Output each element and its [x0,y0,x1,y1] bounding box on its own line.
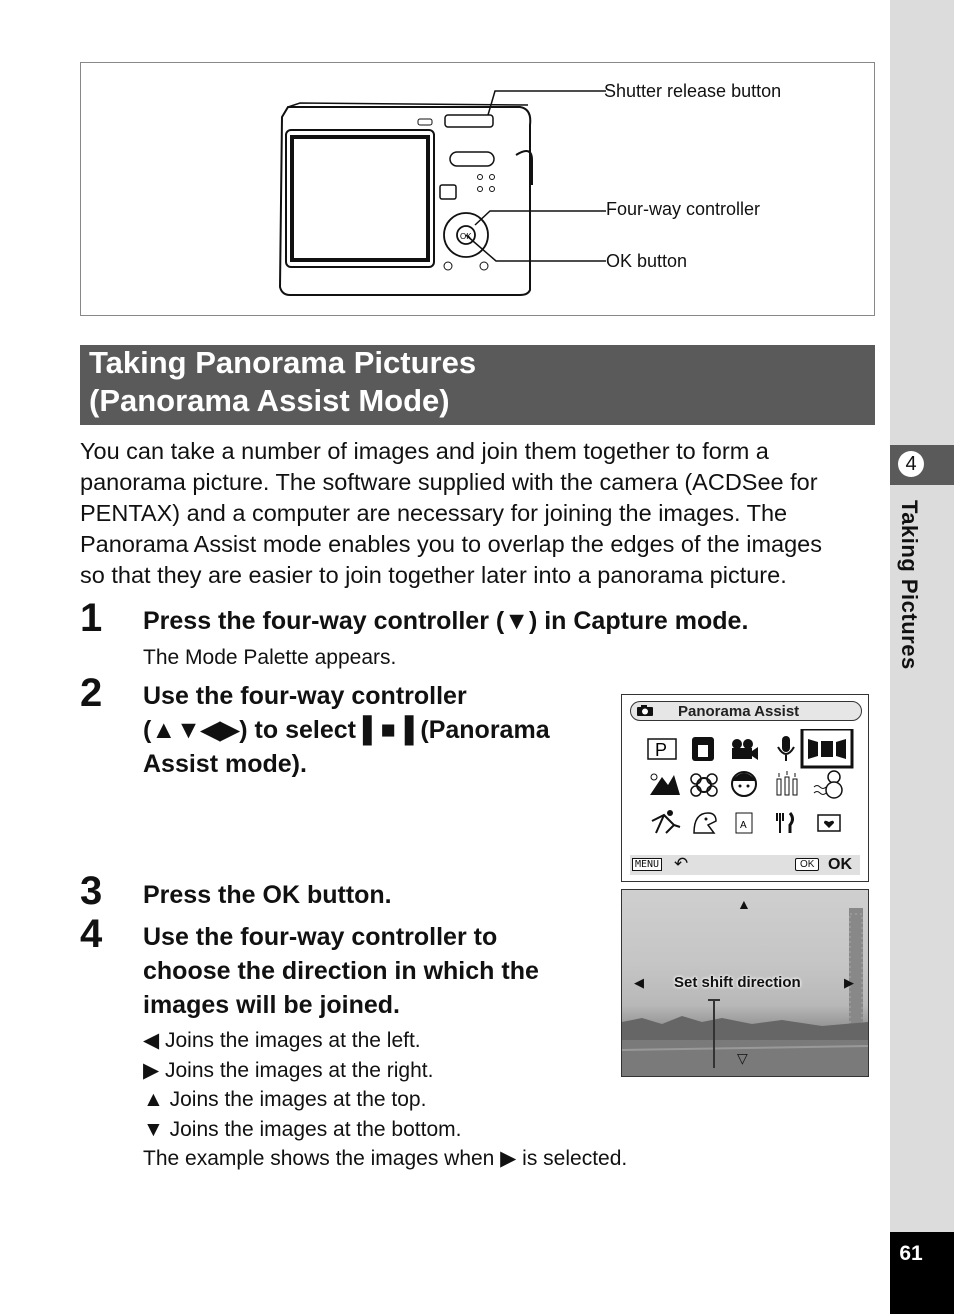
mode-palette-screen [621,694,869,882]
intro-line: PENTAX) and a computer are necessary for joining the images. The [80,500,788,526]
chapter-number: 4 [898,451,924,477]
flower-icon [691,774,717,796]
menu-badge: MENU [632,858,662,871]
direction-note: ▶ Joins the images at the right. [143,1058,434,1082]
page-number: 61 [899,1242,923,1265]
sport-icon [652,810,680,833]
step-number: 4 [80,912,103,956]
heading-line-2: (Panorama Assist Mode) [89,383,450,418]
program-mode-icon [648,739,676,760]
step-title-line: (▲▼◀▶) to select ▌■▐ (Panorama [143,716,550,744]
step-title [143,679,550,781]
step-number: 3 [80,869,103,913]
intro-line: Panorama Assist mode enables you to overlap the edges of the images [80,531,823,557]
svg-text:P: P [655,740,668,760]
step-note: The Mode Palette appears. [143,646,397,669]
direction-note: ▲ Joins the images at the top. [143,1088,427,1111]
intro-line: panorama picture. The software supplied with the camera (ACDSee for [80,469,818,495]
arrow-down-icon: ▽ [737,1050,748,1066]
night-scene-icon [692,737,714,761]
arrow-right-icon: ▶ [844,975,854,990]
shutter-callout: Shutter release button [604,81,782,101]
ok-label: OK [828,856,852,873]
camera-icon [636,704,654,717]
svg-text:OK: OK [460,232,472,241]
step-number: 2 [80,671,103,715]
food-icon [777,813,793,833]
frame-icon [818,815,840,831]
arrow-left-icon: ◀ [634,975,644,990]
step-title-line: choose the direction in which the [143,957,539,985]
step-title-line: Assist mode). [143,750,307,778]
camera-back-illustration [270,85,610,300]
step-number: 1 [80,596,103,640]
direction-note: ▼ Joins the images at the bottom. [143,1117,462,1141]
shift-direction-screen [621,889,869,1077]
step-title-line: Use the four-way controller to [143,923,498,951]
four-way-callout: Four-way controller [606,199,761,219]
panorama-icon [802,729,852,767]
step-title [143,920,539,1022]
step-notes [143,1026,627,1174]
intro-line: You can take a number of images and join them together to form a [80,438,769,464]
step-title-line: Use the four-way controller [143,682,467,710]
mode-icon-grid [644,729,859,847]
intro-line: so that they are easier to join together later into a panorama picture. [80,562,787,588]
landscape-icon [650,774,680,795]
pet-icon [694,813,716,833]
heading-line-1: Taking Panorama Pictures [89,345,477,380]
example-note: The example shows the images when ▶ is selected. [143,1147,628,1170]
text-icon [736,813,752,833]
palette-title: Panorama Assist [678,703,800,720]
direction-note: ◀ Joins the images at the left. [143,1029,421,1052]
palette-footer [630,855,860,875]
svg-text:A: A [740,820,747,831]
shift-direction-label: Set shift direction [674,974,801,991]
step-title: Press the OK button. [143,881,392,909]
chapter-title: Taking Pictures [897,500,922,670]
candlelight-icon [777,771,797,795]
snow-icon [814,771,842,798]
step-title-line: images will be joined. [143,991,401,1019]
ok-badge: OK [795,858,819,871]
back-icon: ↶ [674,854,689,873]
arrow-up-icon: ▲ [737,896,751,912]
ok-button-callout: OK button [606,251,688,271]
movie-icon [732,739,758,760]
voice-icon [778,736,794,761]
intro-paragraph [80,436,880,591]
step-title: Press the four-way controller (▼) in Capture mode. [143,607,749,635]
portrait-icon [732,772,756,796]
